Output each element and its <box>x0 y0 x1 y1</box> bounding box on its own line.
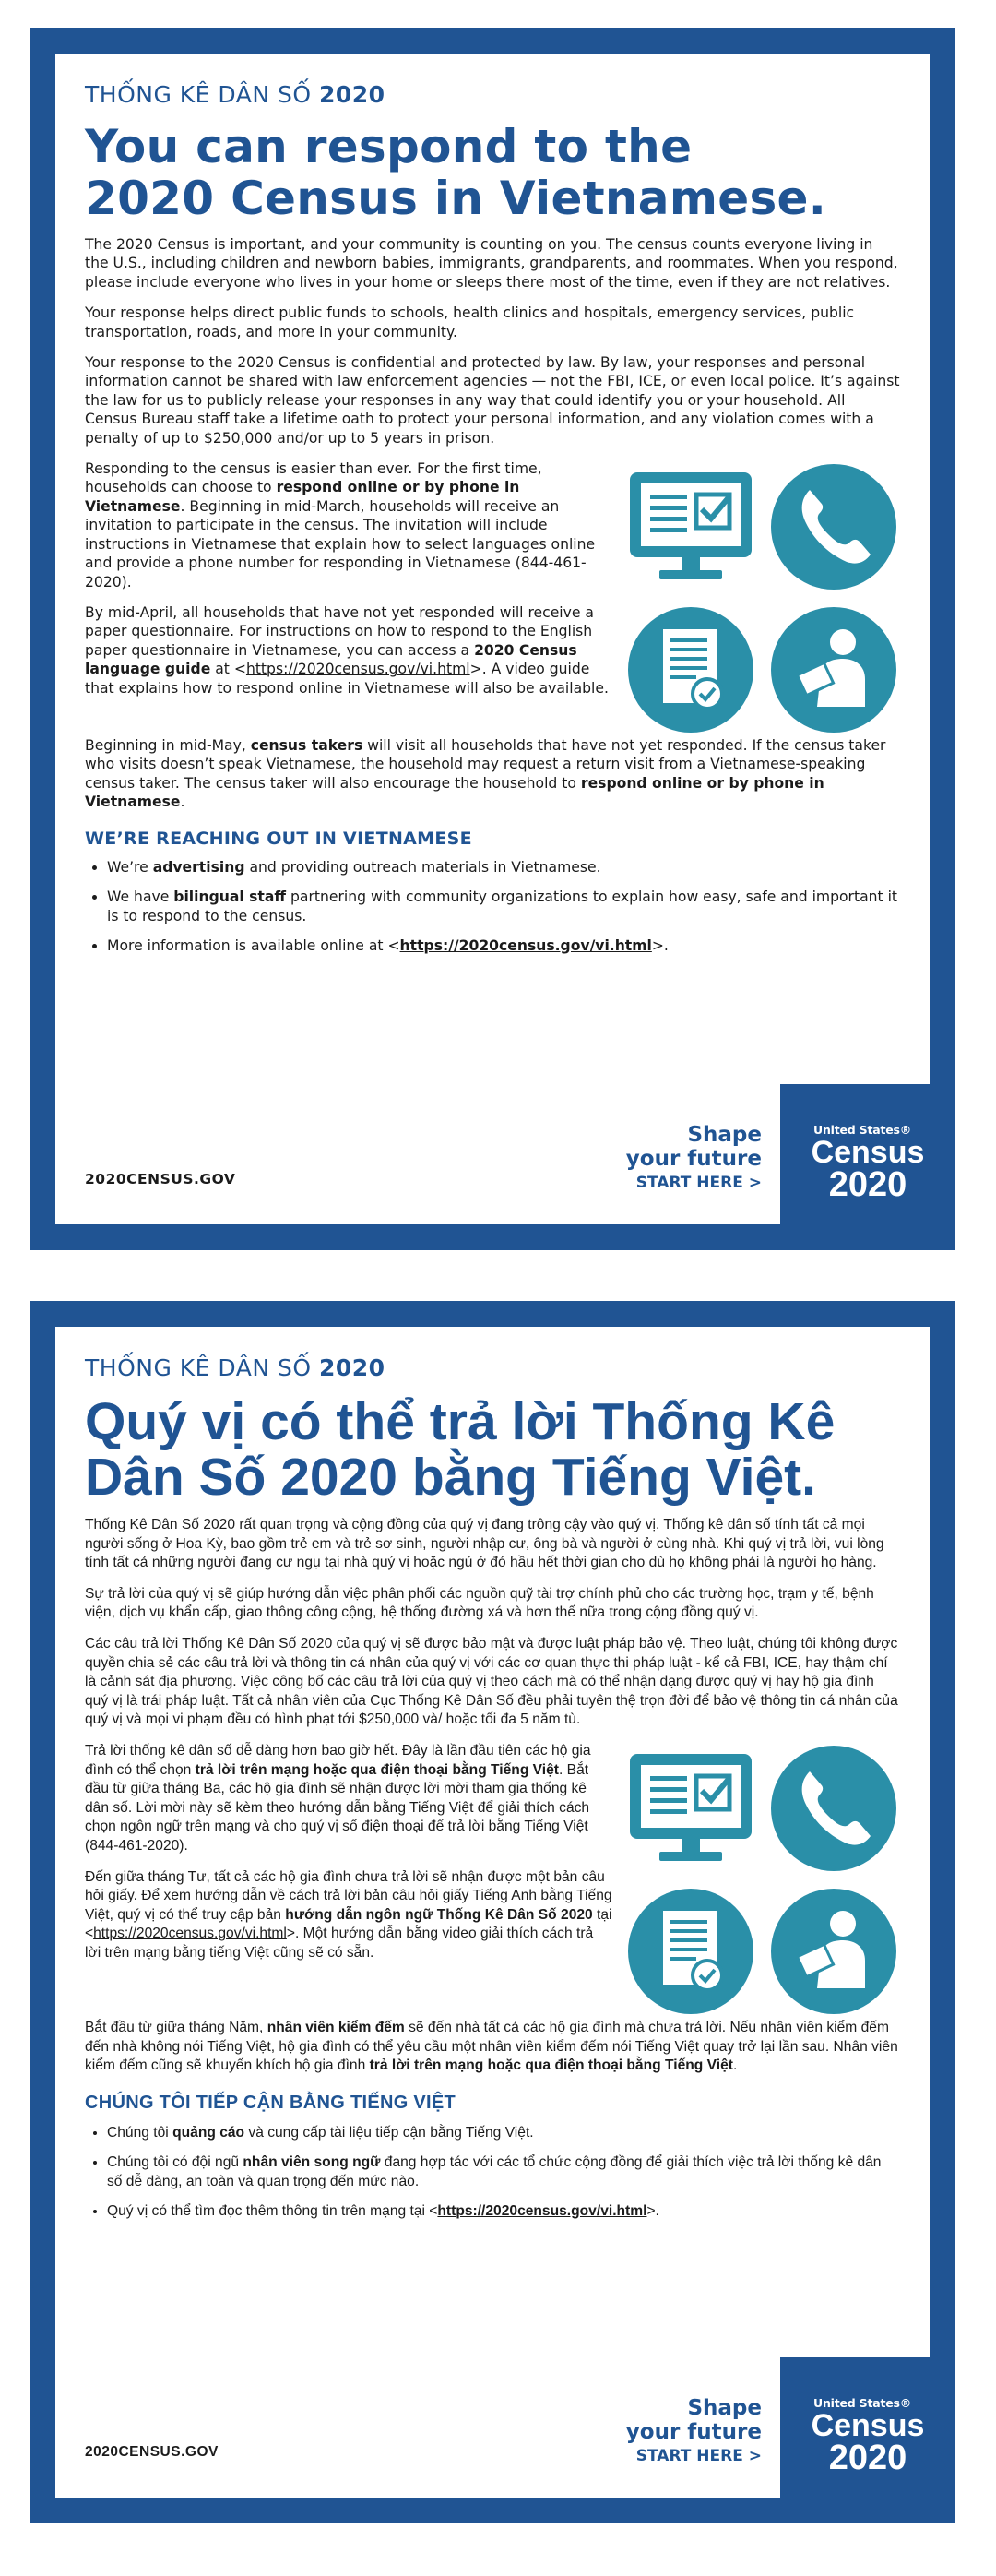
section-heading: CHÚNG TÔI TIẾP CẬN BẰNG TIẾNG VIỆT <box>85 2092 456 2113</box>
language-guide-link[interactable]: https://2020census.gov/vi.html <box>93 1926 287 1942</box>
text-run: >. A video guide that explains how to respond online in Vietnamese will also be available. <box>85 661 609 697</box>
title-line-2: Dân Số 2020 bằng Tiếng Việt. <box>85 1448 816 1507</box>
census-taker-icon <box>766 1885 900 2019</box>
text-run: >. Một hướng dẫn bằng video giải thích cách trả lời trên mạng bằng tiếng Việt cũng sẽ có sẵn. <box>85 1926 594 1961</box>
emphasis: quảng cáo <box>172 2124 245 2141</box>
paragraph-funds: Your response helps direct public funds to schools, health clinics and hospitals, emergency services, public transportation, roads, and more in your community. <box>85 304 855 340</box>
paragraph-confidential: Các câu trả lời Thống Kê Dân Số 2020 của quý vị sẽ được bảo mật và được luật pháp bảo vệ. Theo luật, chúng tôi không được quyền chia sẻ các câu trả lời và thông tin cá nhân của quý vị với các cơ quan thực thi pháp luật - kể cả FBI, ICE, hay thậm chí là cảnh sát địa phương. Việc công bố các câu trả lời của quý vị theo cách mà có thể nhận dạng được quý vị hay hộ gia đình quý vị là trái pháp luật. Tất cả nhân viên của Cục Thống Kê Dân Số đều phải tuyên thệ trọn đời để bảo vệ thông tin cá nhân của quý vị và mọi vi phạm đều có hình phạt tới $250,000 và/ hoặc tối đa 5 năm tù. <box>85 1635 898 1728</box>
respond-text <box>85 459 612 736</box>
paragraph-funds: Sự trả lời của quý vị sẽ giúp hướng dẫn việc phân phối các nguồn quỹ tài trợ chính phủ cho các trường học, trạm y tế, bệnh viện, dịch vụ khẩn cấp, giao thông công cộng, hệ thống đường xá và hơn thế nữa trong cộng đồng quý vị. <box>85 1585 874 1621</box>
text-run: . Bắt đầu từ giữa tháng Ba, các hộ gia đình sẽ nhận được lời mời tham gia thống kê dân số. Lời mời này sẽ kèm theo hướng dẫn bằng Tiếng Việt để giải thích cách chọn ngôn ngữ trên mạng và cho quý vị số điện thoại để trả lời bằng Tiếng Việt (844-461-2020). <box>85 1761 590 1854</box>
outreach-list <box>85 2123 900 2221</box>
shape-your-future <box>626 2396 762 2468</box>
list-item <box>107 2153 900 2191</box>
list-item <box>107 858 900 877</box>
paragraph-intro: The 2020 Census is important, and your community is counting on you. The census counts everyone living in the U.S., including children and newborn babies, immigrants, grandparents, and roommates. When you respond, please include everyone who lives in your home or sleeps there most of the time, even if they are not relatives. <box>85 236 898 291</box>
text-run: >. <box>646 2202 659 2219</box>
list-item <box>107 936 900 956</box>
logo-united-states: United States® <box>813 1123 912 1137</box>
emphasis: advertising <box>152 858 245 876</box>
section-heading: WE’RE REACHING OUT IN VIETNAMESE <box>85 828 472 849</box>
start-here-link[interactable]: START HERE > <box>635 2447 762 2465</box>
emphasis: nhân viên song ngữ <box>243 2153 381 2170</box>
phone-icon <box>766 1742 900 1876</box>
text-run: tại < <box>85 1906 612 1942</box>
text-run: and providing outreach materials in Vietnamese. <box>244 858 601 876</box>
flyer-content <box>55 54 930 1224</box>
promo-line-1: Shape <box>687 2396 762 2420</box>
text-run: Đến giữa tháng Tư, tất cả các hộ gia đình chưa trả lời sẽ nhận được một bản câu hỏi giấy. Để xem hướng dẫn về cách trả lời bản câu hỏi giấy Tiếng Anh bằng Tiếng Việt, quý vị có thể truy cập bản <box>85 1868 612 1923</box>
census-logo <box>780 1084 955 1250</box>
text-run: We’re <box>107 858 153 876</box>
footer-url[interactable]: 2020CENSUS.GOV <box>85 2444 219 2460</box>
census-logo <box>780 2357 955 2523</box>
emphasis: respond online or by phone in Vietnamese <box>85 479 520 515</box>
text-run: Responding to the census is easier than ever. For the first time, households can choose to <box>85 460 542 496</box>
kicker-text: THỐNG KÊ DÂN SỐ <box>85 81 319 108</box>
emphasis: bilingual staff <box>173 888 287 905</box>
shape-your-future <box>626 1123 762 1195</box>
text-run: Chúng tôi có đội ngũ <box>107 2153 243 2170</box>
respond-section <box>85 459 900 736</box>
text-run: Chúng tôi <box>107 2124 173 2141</box>
emphasis: trả lời trên mạng hoặc qua điện thoại bằng Tiếng Việt <box>369 2057 733 2074</box>
emphasis: respond online or by phone in Vietnamese <box>85 774 824 811</box>
emphasis: hướng dẫn ngôn ngữ Thống Kê Dân Số 2020 <box>285 1906 593 1923</box>
paragraph-census-takers <box>85 2019 900 2076</box>
respond-text <box>85 1742 612 2019</box>
text-run: Beginning in mid-May, <box>85 737 251 755</box>
icon-grid <box>623 1742 900 2019</box>
phone-icon <box>766 459 900 593</box>
text-run: Trả lời thống kê dân số dễ dàng hơn bao giờ hết. Đây là lần đầu tiên các hộ gia đình có thể chọn <box>85 1742 591 1778</box>
flyer-page-vietnamese <box>30 1301 955 2523</box>
text-run: By mid-April, all households that have not yet responded will receive a paper questionnaire. For instructions on how to respond to the English paper questionnaire in Vietnamese, you can access a <box>85 603 594 659</box>
icon-grid <box>623 459 900 736</box>
text-run: More information is available online at < <box>107 936 400 954</box>
paragraph-confidential: Your response to the 2020 Census is confidential and protected by law. By law, your responses and personal information cannot be shared with law enforcement agencies — not the FBI, ICE, or even local police. It’s against the law for us to publicly release your responses in any way that could identify you or your household. All Census Bureau staff take a lifetime oath to protect your personal information, and any violation comes with a penalty of up to $250,000 and/or up to 5 years in prison. <box>85 354 900 447</box>
text-run: We have <box>107 888 174 905</box>
census-vi-link[interactable]: https://2020census.gov/vi.html <box>399 936 652 954</box>
text-run: Bắt đầu từ giữa tháng Năm, <box>85 2019 267 2035</box>
text-run: >. <box>651 936 669 954</box>
text-run: sẽ đến nhà tất cả các hộ gia đình mà chưa trả lời. Nếu nhân viên kiểm đếm đến nhà không nói Tiếng Việt, hộ gia đình có thể yêu cầu một nhân viên kiểm đếm nói Tiếng Việt quay trở lại lần sau. Nhân viên kiểm đếm cũng sẽ khuyến khích hộ gia đình <box>85 2019 898 2074</box>
census-vi-link[interactable]: https://2020census.gov/vi.html <box>437 2202 647 2219</box>
list-item <box>107 2123 900 2142</box>
text-run: at < <box>210 661 246 678</box>
respond-section <box>85 1742 900 2019</box>
title-line-1: Quý vị có thể trả lời Thống Kê <box>85 1392 836 1451</box>
text-run: đang hợp tác với các tổ chức cộng đồng để giải thích việc trả lời thống kê dân số dễ dàng, an toàn và quan trọng đến mức nào. <box>107 2153 882 2189</box>
text-run: partnering with community organizations to explain how easy, safe and important it is to respond to the census. <box>107 888 898 924</box>
emphasis: nhân viên kiểm đếm <box>267 2019 405 2035</box>
paragraph-respond-online <box>85 1742 612 1856</box>
text-run: will visit all households that have not yet responded. If the census taker who visits doesn’t speak Vietnamese, the household may request a return visit from a Vietnamese-speaking census taker. The census taker will also encourage the household to <box>85 737 886 792</box>
promo-line-2: your future <box>625 1147 762 1171</box>
text-run: . Beginning in mid-March, households will receive an invitation to participate in the census. The invitation will include instructions in Vietnamese that explain how to select languages online and provide a phone number for responding in Vietnamese (844-461-2020). <box>85 497 596 590</box>
paragraph-paper-questionnaire <box>85 1868 612 1963</box>
list-item <box>107 2201 900 2221</box>
paper-questionnaire-icon <box>623 602 757 736</box>
paragraph-respond-online <box>85 459 612 591</box>
paragraph-paper-questionnaire <box>85 603 612 698</box>
census-taker-icon <box>766 602 900 736</box>
outreach-list <box>85 858 900 956</box>
text-run: và cung cấp tài liệu tiếp cận bằng Tiếng Việt. <box>244 2124 534 2141</box>
language-guide-link[interactable]: https://2020census.gov/vi.html <box>245 661 470 678</box>
promo-line-1: Shape <box>687 1123 762 1147</box>
emphasis: 2020 Census language guide <box>85 641 577 678</box>
kicker-year: 2020 <box>318 1354 385 1381</box>
paragraph-intro: Thống Kê Dân Số 2020 rất quan trọng và cộng đồng của quý vị đang trông cậy vào quý vị. Thống kê dân số tính tất cả mọi người sống ở Hoa Kỳ, bao gồm trẻ em và trẻ sơ sinh, người nhập cư, ông bà và người ở cùng nhà. Khi quý vị trả lời, vui lòng tính tất cả những người đang cư ngụ tại nhà quý vị hoặc ngủ ở đó hầu hết thời gian cho dù họ không phải là người họ hàng. <box>85 1517 884 1571</box>
logo-census: Census <box>811 1135 925 1170</box>
flyer-page-english <box>30 28 955 1250</box>
emphasis: census takers <box>250 737 363 755</box>
kicker-year: 2020 <box>318 81 385 108</box>
kicker <box>85 81 900 108</box>
list-item <box>107 888 900 926</box>
computer-form-icon <box>623 459 757 593</box>
promo-line-2: your future <box>625 2420 762 2444</box>
footer-url[interactable]: 2020CENSUS.GOV <box>85 1171 236 1187</box>
paper-questionnaire-icon <box>623 1885 757 2019</box>
title-line-1: You can respond to the <box>85 120 693 173</box>
logo-year: 2020 <box>828 1165 907 1204</box>
flyer-content <box>55 1327 930 2498</box>
title-line-2: 2020 Census in Vietnamese. <box>85 172 827 225</box>
emphasis: trả lời trên mạng hoặc qua điện thoại bằng Tiếng Việt <box>195 1761 559 1778</box>
kicker <box>85 1354 900 1381</box>
page-title <box>85 121 900 224</box>
page-title <box>85 1394 900 1505</box>
start-here-link[interactable]: START HERE > <box>635 1174 762 1192</box>
kicker-text: THỐNG KÊ DÂN SỐ <box>85 1354 319 1381</box>
logo-united-states: United States® <box>813 2396 912 2410</box>
logo-census: Census <box>811 2408 925 2443</box>
logo-year: 2020 <box>828 2439 907 2477</box>
paragraph-census-takers <box>85 736 900 812</box>
text-run: . <box>732 2057 738 2074</box>
text-run: Quý vị có thể tìm đọc thêm thông tin trên mạng tại < <box>107 2202 438 2219</box>
text-run: . <box>180 793 185 811</box>
computer-form-icon <box>623 1742 757 1876</box>
